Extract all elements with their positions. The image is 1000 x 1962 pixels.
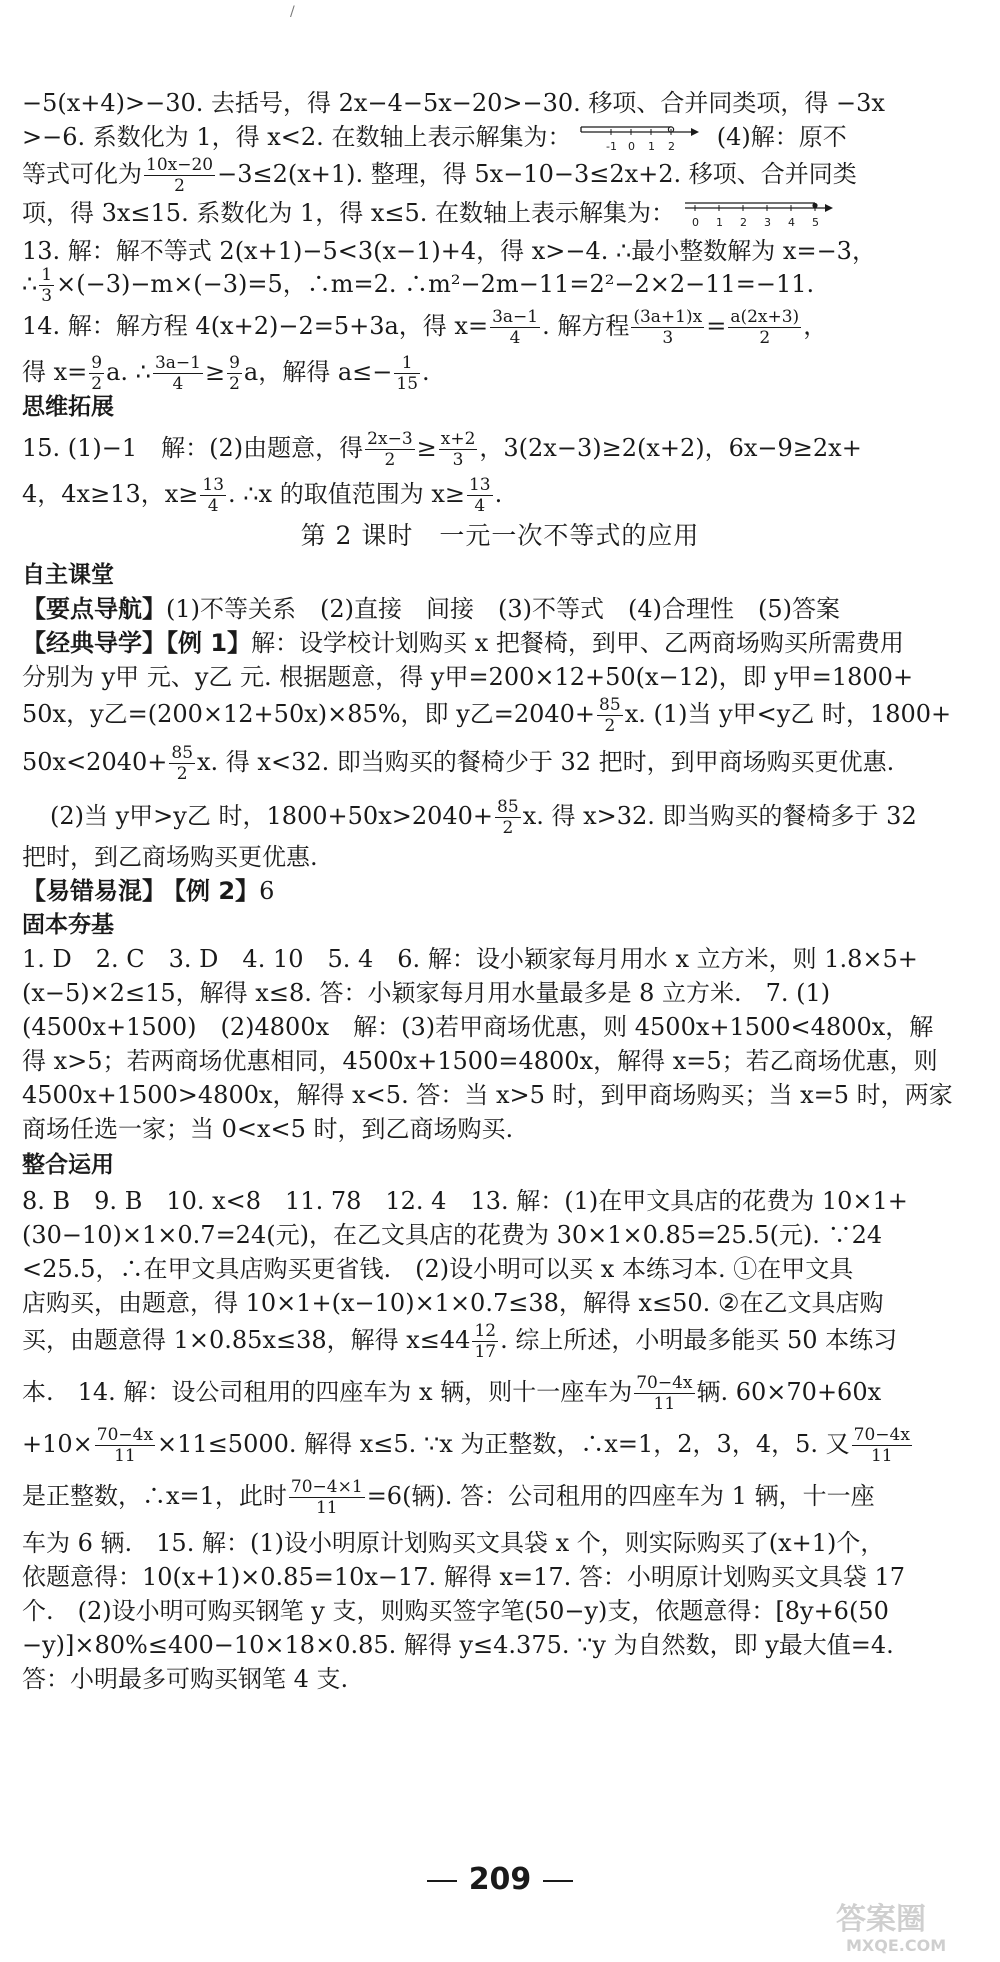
text-line: 车为 6 辆. 15. 解：(1)设小明原计划购买文具袋 x 个，则实际购买了(x+1)个， [22, 1529, 885, 1557]
text-line: 等式可化为 $\frac{10x-20}{2}$ −3≤2(x+1). 整理，得 5x−10−3≤2x+2. 移项、合并同类 [22, 155, 857, 196]
tag-yicuo: 【易错易混】 [22, 877, 166, 905]
tag-yaodian: 【要点导航】 [22, 595, 166, 623]
text-line: (4500x+1500) (2)4800x 解：(3)若甲商场优惠，则 4500x+1500<4800x，解 [22, 1013, 934, 1041]
text-line: <25.5，∴在甲文具店购买更省钱. (2)设小明可以买 x 本练习本. ①在甲文具 [22, 1255, 854, 1283]
tick-label: 3 [763, 215, 771, 229]
fraction: $\frac{1}{15}$ [396, 353, 419, 394]
watermark-url: MXQE.COM [846, 1936, 947, 1955]
fraction: $\frac{x+2}{3}$ [440, 429, 476, 470]
fraction: $\frac{9}{2}$ [91, 353, 103, 394]
fraction: $\frac{85}{2}$ [171, 743, 194, 784]
text-line: (30−10)×1×0.7=24(元)，在乙文具店的花费为 30×1×0.85=25.5(元). ∵24 [22, 1221, 883, 1249]
section-heading-zhenghe: 整合运用 [22, 1152, 114, 1178]
fraction: $\frac{9}{2}$ [229, 353, 240, 394]
lesson-title: 第 2 课时 一元一次不等式的应用 [300, 521, 700, 550]
text-line: 答：小明最多可购买钢笔 4 支. [22, 1665, 349, 1693]
text-line: 14. 解：解方程 4(x+2)−2=5+3a，得 x= $\frac{3a-1}{4}$ . 解方程 $\frac{(3a+1)x}{3}$ = $\frac{a(2x+3)}{2}$ ， [22, 307, 828, 348]
text-line: 依题意得：10(x+1)×0.85=10x−17. 解得 x=17. 答：小明原计划购买文具袋 17 [22, 1563, 906, 1591]
fraction: $\frac{a(2x+3)}{2}$ [730, 307, 800, 348]
text-line: 本. 14. 解：设公司租用的四座车为 x 辆，则十一座车为 $\frac{70-4x}{11}$ 辆. 60×70+60x [22, 1373, 882, 1414]
fraction: $\frac{70-4x}{11}$ [853, 1425, 910, 1466]
tick-label: 1 [715, 215, 723, 229]
tick-label: 0 [691, 215, 699, 229]
text-line: −y)]×80%≤400−10×18×0.85. 解得 y≤4.375. ∵y 为自然数，即 y最大值=4. [22, 1631, 894, 1659]
scan-mark: / [290, 4, 295, 20]
text-line: 【经典导学】【例 1】解：设学校计划购买 x 把餐椅，到甲、乙两商场购买所需费用 [22, 629, 904, 657]
fraction: $\frac{1}{3}$ [41, 265, 53, 306]
page-number: 209 [0, 1862, 1000, 1897]
text-line: 13. 解：解不等式 2(x+1)−5<3(x−1)+4，得 x>−4. ∴最小整数解为 x=−3， [22, 237, 876, 265]
tick-label: 5 [811, 215, 819, 229]
fraction: $\frac{85}{2}$ [599, 695, 621, 736]
tick-label: 1 [648, 139, 656, 153]
text-line: 4，4x≥13，x≥ $\frac{13}{4}$ . ∴x 的取值范围为 x≥ $\frac{13}{4}$ . [22, 475, 503, 516]
text-line: 15. (1)−1 解：(2)由题意，得 $\frac{2x-3}{2}$ ≥ $\frac{x+2}{3}$ ，3(2x−3)≥2(x+2)，6x−9≥2x+ [22, 429, 862, 470]
text-line: +10× $\frac{70-4x}{11}$ ×11≤5000. 解得 x≤5. ∵x 为正整数，∴x=1，2，3，4，5. 又 $\frac{70-4x}{11}$ [22, 1425, 910, 1466]
fraction: $\frac{2x-3}{2}$ [367, 429, 413, 470]
text-line: 得 x= $\frac{9}{2}$ a. ∴ $\frac{3a-1}{4}$ ≥ $\frac{9}{2}$ a，解得 a≤− $\frac{1}{15}$ . [22, 353, 430, 394]
text-line: 50x，y乙=(200×12+50x)×85%，即 y乙=2040+ $\frac{85}{2}$ x. (1)当 y甲<y乙 时，1800+ [22, 695, 952, 736]
fraction: $\frac{70-4x}{11}$ [636, 1373, 693, 1414]
text-line: 【要点导航】(1)不等关系 (2)直接 间接 (3)不等式 (4)合理性 (5)答案 [22, 595, 840, 623]
text-line: 是正整数，∴x=1，此时 $\frac{70-4\times 1}{11}$ =6(辆). 答：公司租用的四座车为 1 辆，十一座 [22, 1477, 875, 1518]
text-line: 【易错易混】 【例 2】6 [22, 877, 275, 905]
text-line: 买，由题意得 1×0.85x≤38，解得 x≤44 $\frac{12}{17}$ . 综上所述，小明最多能买 50 本练习 [22, 1321, 898, 1362]
text-line: 4500x+1500>4800x，解得 x<5. 答：当 x>5 时，到甲商场购买；当 x=5 时，两家 [22, 1081, 953, 1109]
watermark-text: 答案圈 [836, 1902, 926, 1937]
text-line: ∴ $\frac{1}{3}$ ×(−3)−m×(−3)=5，∴m=2. ∴m²−2m−11=2²−2×2−11=−11. [22, 265, 815, 306]
text-line: 50x<2040+ $\frac{85}{2}$ x. 得 x<32. 即当购买的餐椅少于 32 把时，到甲商场购买更优惠. [22, 743, 895, 784]
tick-label: 4 [787, 215, 795, 229]
text-line: 项，得 3x≤15. 系数化为 1，得 x≤5. 在数轴上表示解集为： 0 1 2 3 4 5 [22, 198, 982, 230]
text-line: (x−5)×2≤15，解得 x≤8. 答：小颖家每月用水量最多是 8 立方米. 7. (1) [22, 979, 831, 1007]
section-heading-zizhu: 自主课堂 [22, 562, 114, 588]
section-heading-gubeng: 固本夯基 [22, 912, 114, 938]
fraction: $\frac{(3a+1)x}{3}$ [633, 307, 703, 348]
fraction: $\frac{13}{4}$ [202, 475, 225, 516]
tick-label: 2 [739, 215, 747, 229]
fraction: $\frac{70-4\times 1}{11}$ [290, 1477, 363, 1518]
text-line: −5(x+4)>−30. 去括号，得 2x−4−5x−20>−30. 移项、合并同类项，得 −3x [22, 89, 885, 117]
fraction: $\frac{12}{17}$ [474, 1321, 497, 1362]
text-line: 个. (2)设小明可购买钢笔 y 支，则购买签字笔(50−y)支，依题意得：[8y+6(50 [22, 1597, 889, 1625]
text-line: 店购买，由题意，得 10×1+(x−10)×1×0.7≤38，解得 x≤50. ②在乙文具店购 [22, 1289, 884, 1317]
text-line: (2)当 y甲>y乙 时，1800+50x>2040+ $\frac{85}{2}$ x. 得 x>32. 即当购买的餐椅多于 32 [50, 797, 917, 838]
tag-jingdian: 【经典导学】 [22, 629, 166, 657]
watermark-logo [830, 1895, 990, 1957]
text-line: 得 x>5；若两商场优惠相同，4500x+1500=4800x，解得 x=5；若乙商场优惠，则 [22, 1047, 938, 1075]
text-line: 把时，到乙商场购买更优惠. [22, 843, 318, 871]
text-line: >−6. 系数化为 1，得 x<2. 在数轴上表示解集为： -1 0 1 2 (4)解：原不 [22, 123, 847, 153]
number-line-x-leq-5 [683, 200, 833, 230]
tag-example-2: 【例 2】 [174, 877, 260, 905]
fraction: $\frac{70-4x}{11}$ [96, 1425, 154, 1466]
tick-label: 0 [628, 139, 636, 153]
fraction: $\frac{3a-1}{4}$ [492, 307, 539, 348]
tag-example-1: 【例 1】 [166, 629, 252, 657]
fraction: $\frac{3a-1}{4}$ [154, 353, 201, 394]
text-line: 1. D 2. C 3. D 4. 10 5. 4 6. 解：设小颖家每月用水 x 立方米，则 1.8×5+ [22, 945, 918, 973]
text-line: 分别为 y甲 元、y乙 元. 根据题意，得 y甲=200×12+50(x−12)，即 y甲=1800+ [22, 663, 914, 691]
fraction: $\frac{10x-20}{2}$ [146, 155, 214, 196]
fraction: $\frac{13}{4}$ [468, 475, 491, 516]
tick-label: -1 [606, 139, 618, 153]
number-line-x-less-2 [579, 124, 699, 154]
tick-label: 2 [668, 139, 676, 153]
text-line: 8. B 9. B 10. x<8 11. 78 12. 4 13. 解：(1)在甲文具店的花费为 10×1+ [22, 1187, 908, 1215]
text-line: 商场任选一家；当 0<x<5 时，到乙商场购买. [22, 1115, 514, 1143]
section-heading-siwei: 思维拓展 [22, 394, 114, 420]
fraction: $\frac{85}{2}$ [497, 797, 519, 838]
